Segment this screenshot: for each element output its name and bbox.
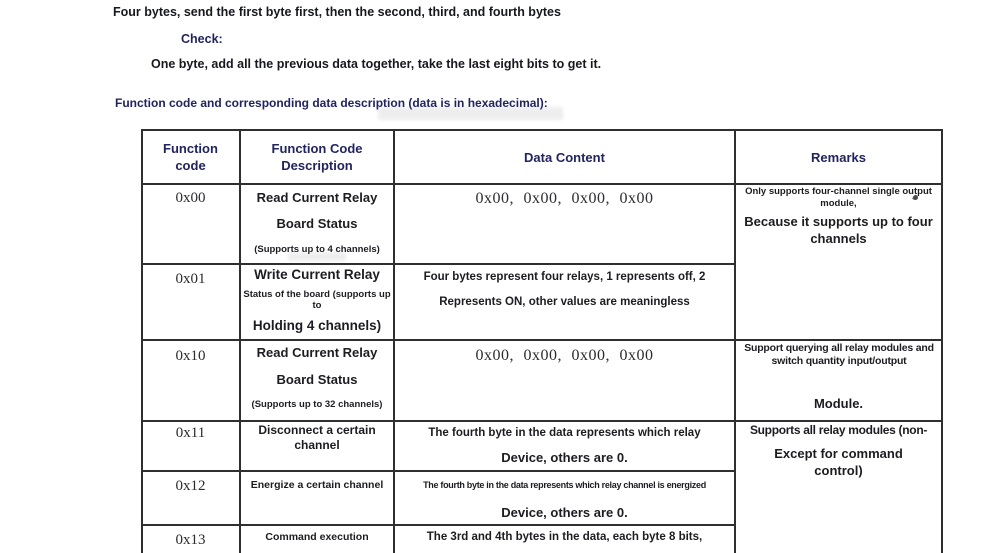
header-data-content: Data Content xyxy=(524,150,605,165)
section-title: Function code and corresponding data description (data is in hexadecimal): xyxy=(115,96,548,110)
function-code-table xyxy=(141,129,943,553)
row4-code: 0x11 xyxy=(175,425,206,441)
intro-line-2: One byte, add all the previous data together, take the last eight bits to get it. xyxy=(151,57,602,71)
remarks-merged-2: Supports all relay modules (non- Except for command control) xyxy=(749,423,928,478)
row1-code: 0x00 xyxy=(175,190,206,206)
row6-code: 0x13 xyxy=(175,532,206,548)
row6-data: The 3rd and 4th bytes in the data, each byte 8 bits, xyxy=(426,531,703,543)
row4-data: The fourth byte in the data represents which relay Device, others are 0. xyxy=(428,427,701,465)
intro-line-1: Four bytes, send the first byte first, then the second, third, and fourth bytes xyxy=(113,5,561,19)
row1-data: 0x00, 0x00, 0x00, 0x00 xyxy=(475,190,654,207)
row2-code: 0x01 xyxy=(175,271,206,287)
row6-description: Command execution xyxy=(265,531,369,543)
row3-code: 0x10 xyxy=(175,348,206,364)
ghost-text-artifact xyxy=(378,107,563,120)
header-remarks: Remarks xyxy=(811,150,866,165)
row5-code: 0x12 xyxy=(175,478,206,494)
row3-description: Read Current Relay Board Status (Supports up to 32 channels) xyxy=(251,345,383,410)
header-description: Function Code Description xyxy=(271,141,363,173)
row1-description: Read Current Relay Board Status (Supports up to 4 channels) xyxy=(254,190,380,255)
row2-description: Write Current Relay Status of the board (supports up to Holding 4 channels) xyxy=(243,267,391,333)
row3-data: 0x00, 0x00, 0x00, 0x00 xyxy=(475,347,654,364)
row2-data: Four bytes represent four relays, 1 represents off, 2 Represents ON, other values are meaningless xyxy=(423,271,706,308)
row4-description: Disconnect a certain channel xyxy=(258,423,376,452)
remarks-merged-1: Only supports four-channel single output module, Because it supports up to four channels xyxy=(744,186,933,246)
remarks-row3: Support querying all relay modules and switch quantity input/output Module. xyxy=(744,342,934,411)
header-function-code: Function code xyxy=(163,141,218,173)
row5-data: The fourth byte in the data represents which relay channel is energized Device, others are 0. xyxy=(423,480,706,520)
intro-check-label: Check: xyxy=(181,32,223,46)
row5-description: Energize a certain channel xyxy=(250,479,384,491)
